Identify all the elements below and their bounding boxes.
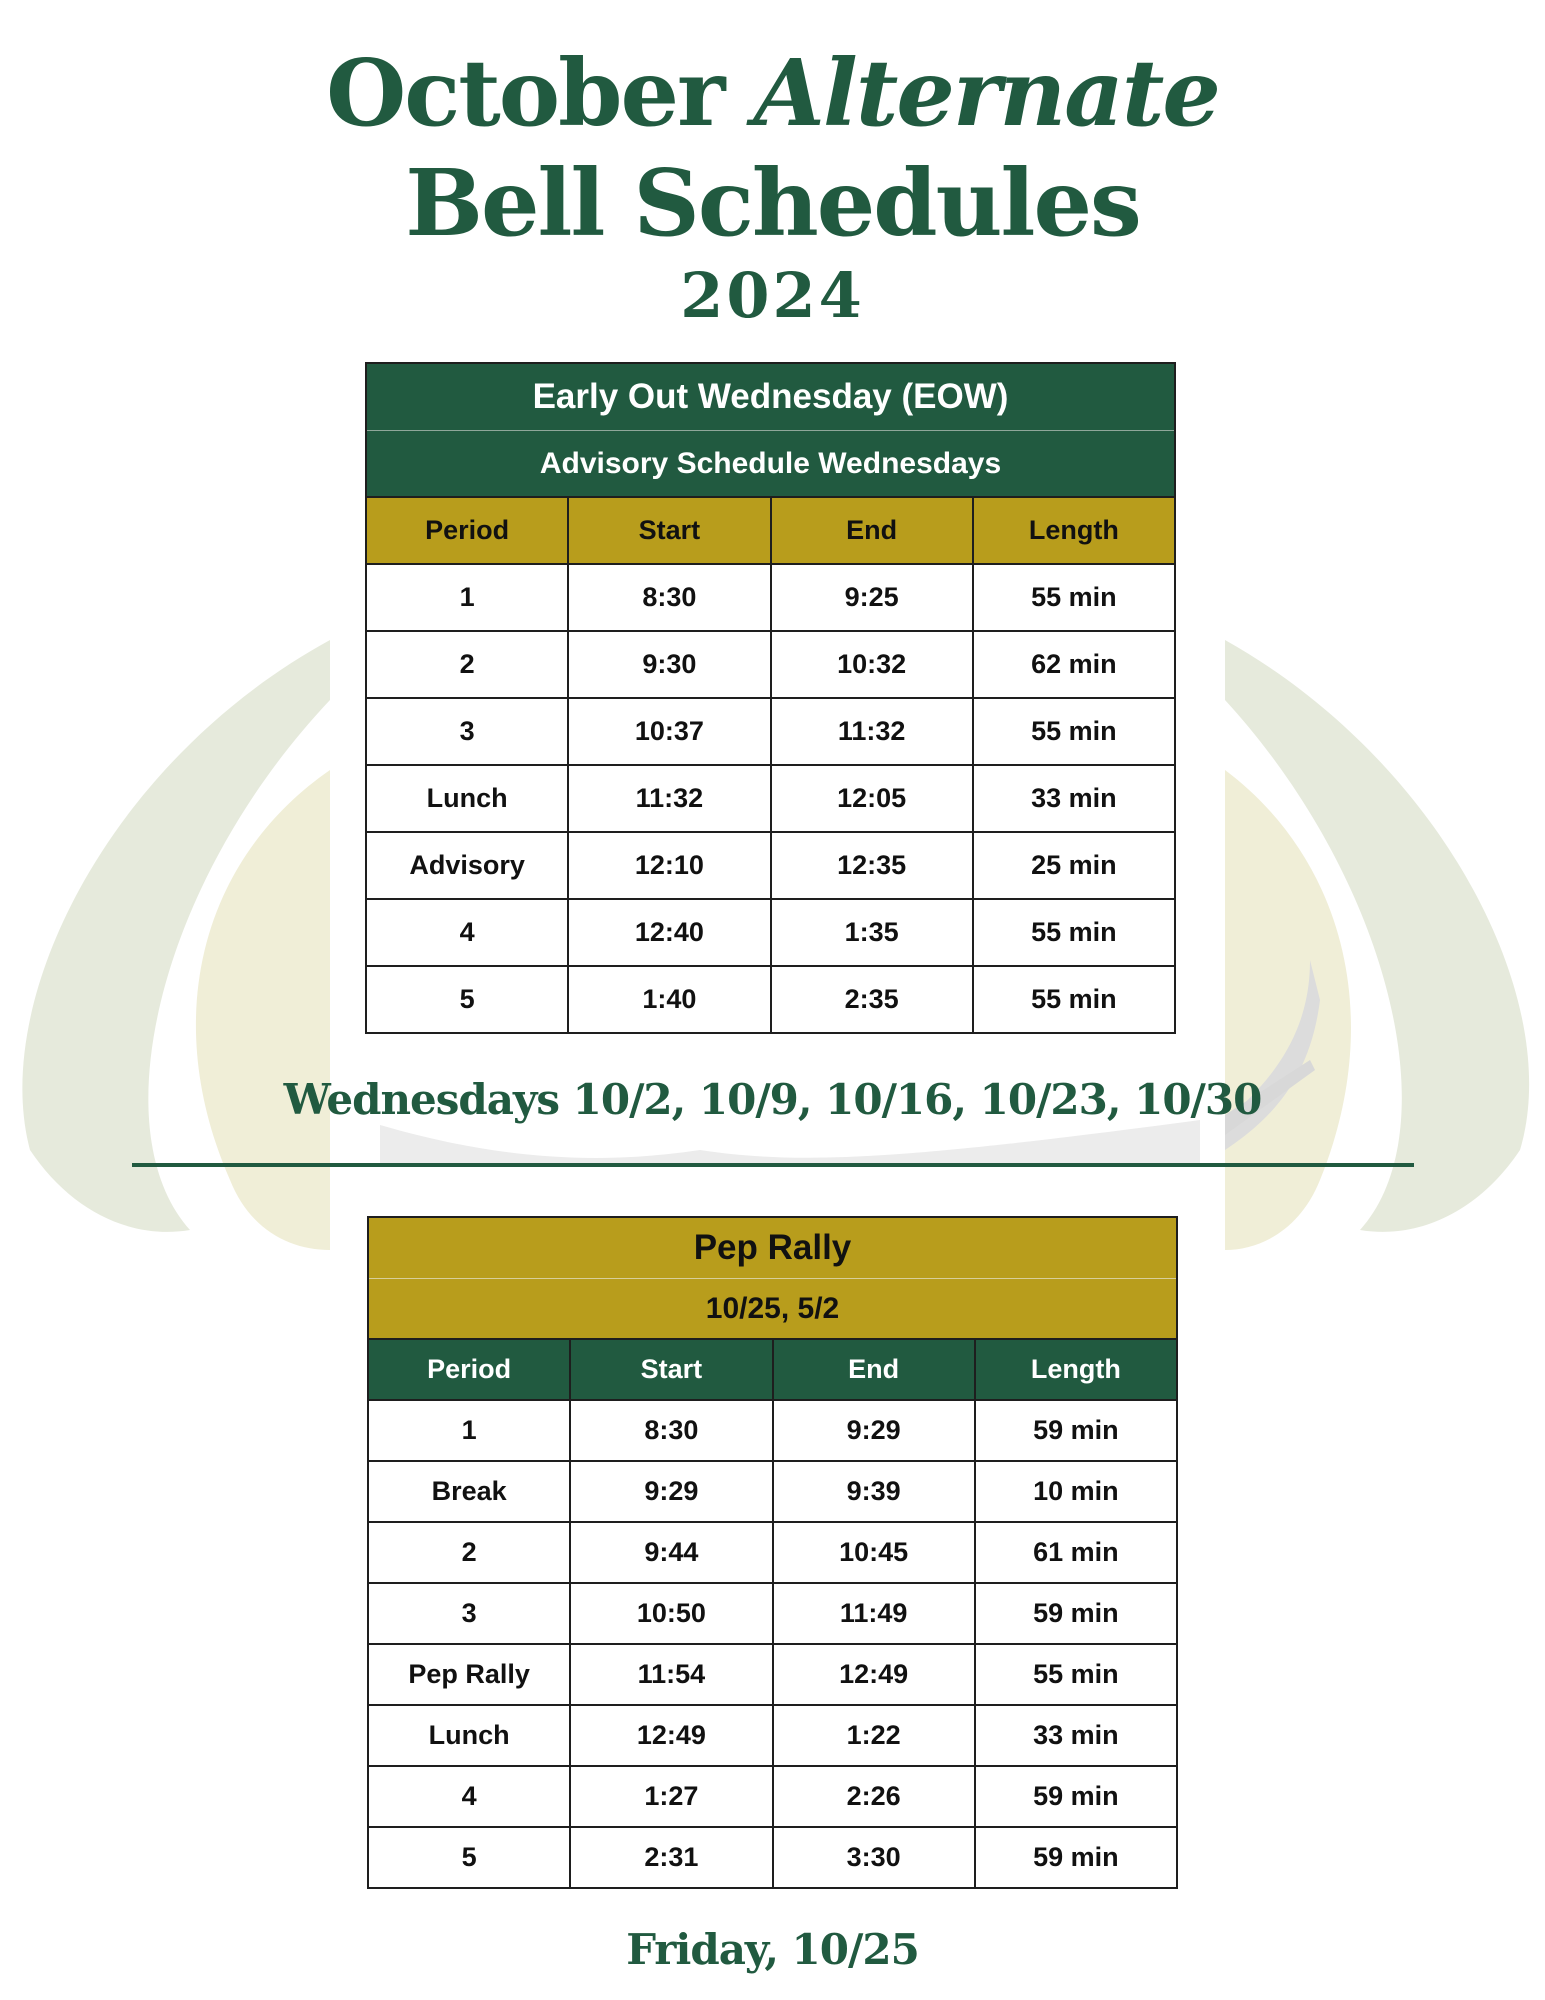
cell-period: Break [368, 1461, 570, 1522]
table-row [368, 1766, 1177, 1827]
cell-end: 12:35 [771, 832, 973, 899]
cell-length: 33 min [975, 1705, 1177, 1766]
cell-period: Pep Rally [368, 1644, 570, 1705]
table-row [366, 966, 1175, 1033]
cell-start: 10:37 [568, 698, 770, 765]
table-row [368, 1644, 1177, 1705]
cell-start: 12:40 [568, 899, 770, 966]
table-row [368, 1461, 1177, 1522]
cell-length: 59 min [975, 1400, 1177, 1461]
cell-end: 10:32 [771, 631, 973, 698]
cell-period: 4 [366, 899, 568, 966]
cell-start: 1:27 [570, 1766, 772, 1827]
cell-end: 9:39 [773, 1461, 975, 1522]
cell-end: 9:29 [773, 1400, 975, 1461]
section-divider [132, 1163, 1414, 1167]
pep-dates-caption: Friday, 10/25 [626, 1925, 919, 1974]
cell-period: Lunch [366, 765, 568, 832]
cell-length: 59 min [975, 1827, 1177, 1888]
pep-rally-schedule-table [367, 1216, 1178, 1889]
cell-start: 12:10 [568, 832, 770, 899]
cell-length: 10 min [975, 1461, 1177, 1522]
cell-start: 8:30 [570, 1400, 772, 1461]
cell-length: 55 min [973, 966, 1175, 1033]
page-title-line2: Bell Schedules [405, 149, 1140, 257]
cell-start: 8:30 [568, 564, 770, 631]
cell-length: 61 min [975, 1522, 1177, 1583]
eow-table-title: Early Out Wednesday (EOW) [366, 363, 1175, 431]
cell-end: 1:35 [771, 899, 973, 966]
cell-period: 2 [366, 631, 568, 698]
cell-period: 3 [368, 1583, 570, 1644]
table-row [368, 1827, 1177, 1888]
table-row [366, 832, 1175, 899]
cell-end: 11:49 [773, 1583, 975, 1644]
pep-col-start: Start [570, 1339, 772, 1400]
cell-period: 5 [366, 966, 568, 1033]
cell-start: 11:54 [570, 1644, 772, 1705]
cell-period: 2 [368, 1522, 570, 1583]
cell-start: 9:30 [568, 631, 770, 698]
cell-end: 9:25 [771, 564, 973, 631]
cell-end: 3:30 [773, 1827, 975, 1888]
cell-period: 5 [368, 1827, 570, 1888]
title-alternate-word: Alternate [753, 39, 1219, 147]
pep-col-period: Period [368, 1339, 570, 1400]
pep-col-end: End [773, 1339, 975, 1400]
pep-col-length: Length [975, 1339, 1177, 1400]
cell-end: 11:32 [771, 698, 973, 765]
cell-start: 11:32 [568, 765, 770, 832]
cell-length: 55 min [973, 899, 1175, 966]
cell-length: 33 min [973, 765, 1175, 832]
pep-table-title: Pep Rally [368, 1217, 1177, 1279]
cell-length: 55 min [973, 698, 1175, 765]
table-row [368, 1705, 1177, 1766]
cell-length: 55 min [975, 1644, 1177, 1705]
cell-length: 62 min [973, 631, 1175, 698]
eow-dates-caption: Wednesdays 10/2, 10/9, 10/16, 10/23, 10/30 [283, 1075, 1262, 1124]
table-row [366, 765, 1175, 832]
cell-end: 12:05 [771, 765, 973, 832]
pep-table-subtitle: 10/25, 5/2 [368, 1279, 1177, 1340]
cell-period: 1 [368, 1400, 570, 1461]
cell-period: 1 [366, 564, 568, 631]
page-year: 2024 [680, 259, 865, 332]
table-row [366, 698, 1175, 765]
cell-period: 4 [368, 1766, 570, 1827]
eow-col-end: End [771, 497, 973, 564]
cell-end: 1:22 [773, 1705, 975, 1766]
cell-end: 10:45 [773, 1522, 975, 1583]
table-row [366, 631, 1175, 698]
cell-end: 12:49 [773, 1644, 975, 1705]
eow-col-length: Length [973, 497, 1175, 564]
cell-end: 2:35 [771, 966, 973, 1033]
cell-period: Lunch [368, 1705, 570, 1766]
table-row [368, 1583, 1177, 1644]
table-row [366, 899, 1175, 966]
table-row [366, 564, 1175, 631]
cell-start: 9:29 [570, 1461, 772, 1522]
page-title-line1: October Alternate [326, 39, 1219, 147]
cell-start: 2:31 [570, 1827, 772, 1888]
table-row [368, 1522, 1177, 1583]
eow-col-start: Start [568, 497, 770, 564]
cell-end: 2:26 [773, 1766, 975, 1827]
cell-length: 25 min [973, 832, 1175, 899]
cell-start: 12:49 [570, 1705, 772, 1766]
cell-start: 1:40 [568, 966, 770, 1033]
cell-period: 3 [366, 698, 568, 765]
cell-start: 9:44 [570, 1522, 772, 1583]
cell-length: 55 min [973, 564, 1175, 631]
eow-schedule-table [365, 362, 1176, 1034]
cell-length: 59 min [975, 1583, 1177, 1644]
eow-col-period: Period [366, 497, 568, 564]
cell-period: Advisory [366, 832, 568, 899]
table-row [368, 1400, 1177, 1461]
cell-length: 59 min [975, 1766, 1177, 1827]
eow-table-subtitle: Advisory Schedule Wednesdays [366, 431, 1175, 498]
cell-start: 10:50 [570, 1583, 772, 1644]
